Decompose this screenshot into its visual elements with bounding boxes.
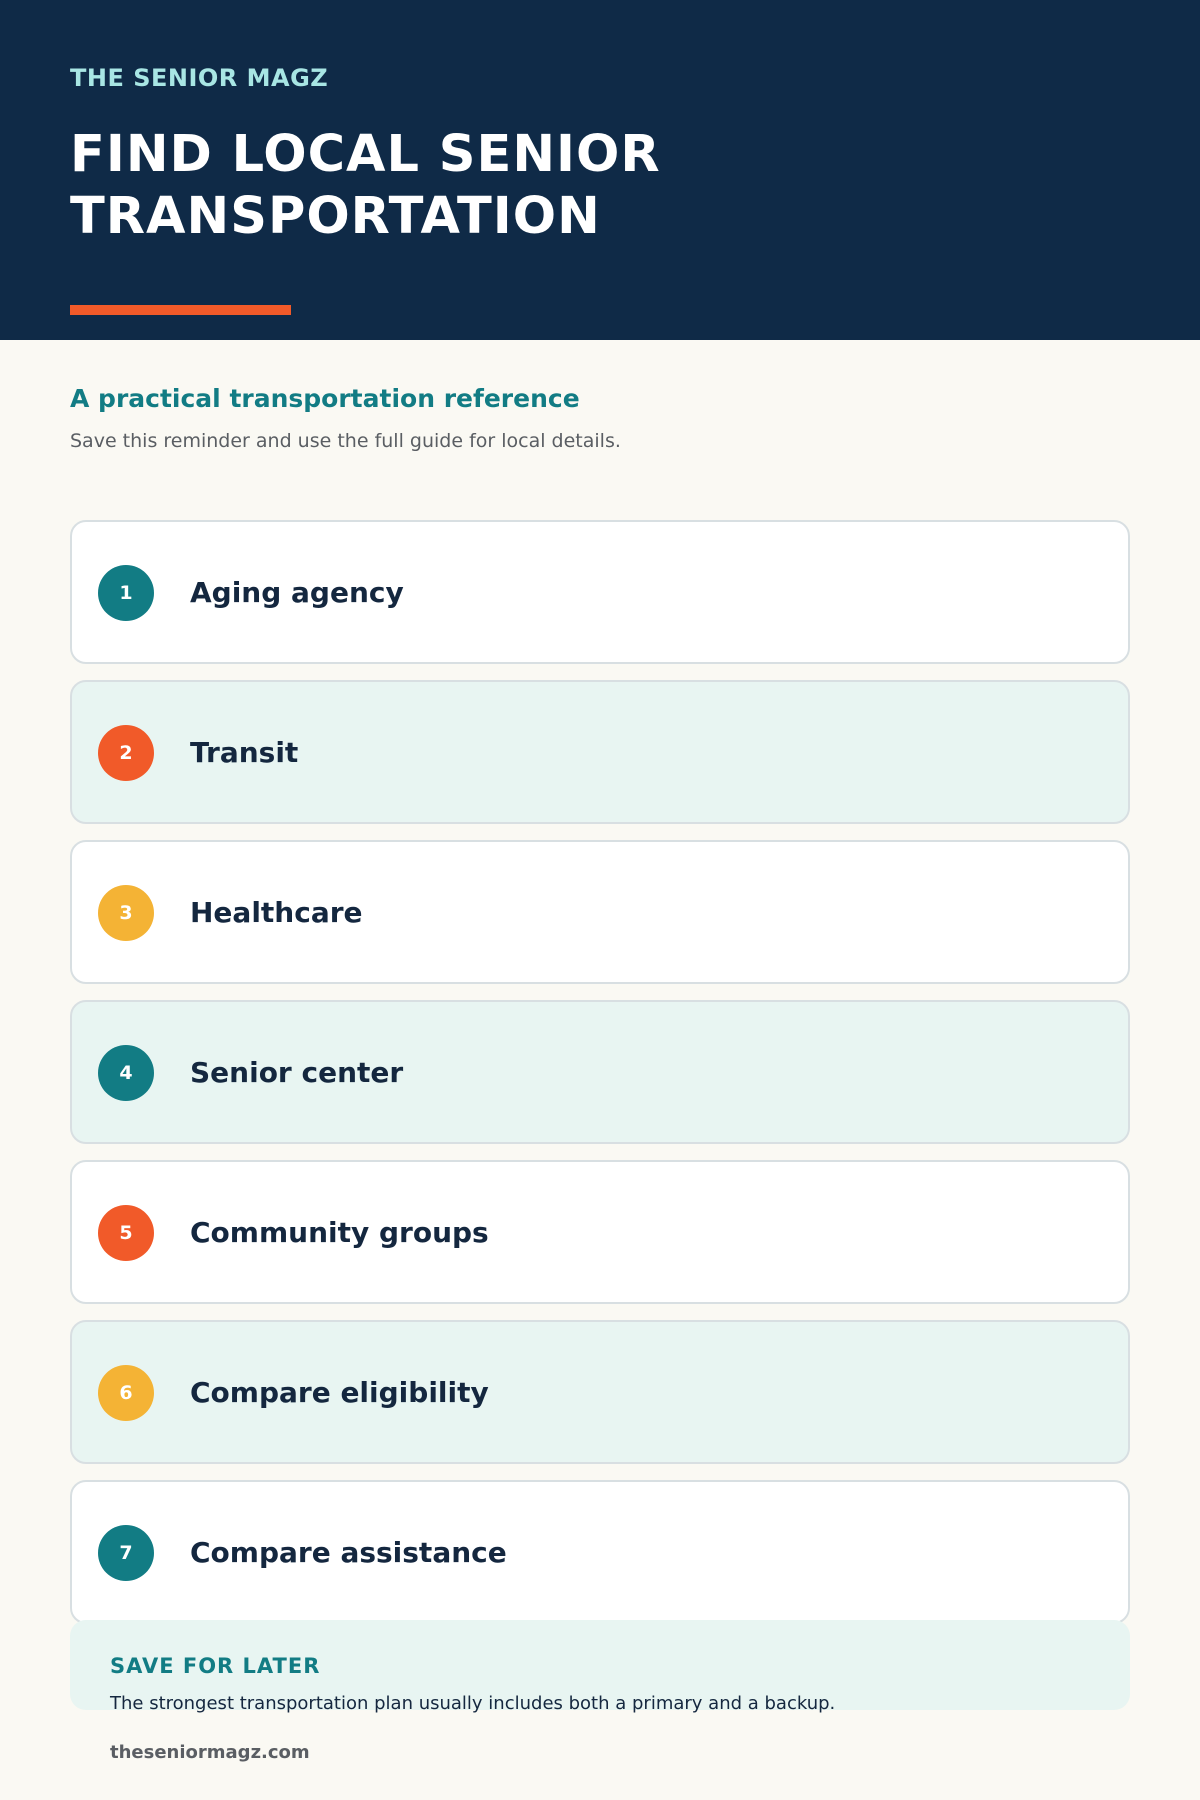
step-card [70,520,1130,664]
step-label: Healthcare [190,895,363,929]
step-number-badge: 4 [98,1045,154,1101]
step-label: Aging agency [190,575,404,609]
step-number-badge: 1 [98,565,154,621]
step-number-badge: 3 [98,885,154,941]
step-number-badge: 6 [98,1365,154,1421]
step-card [70,1320,1130,1464]
footer-url: theseniormagz.com [110,1742,310,1763]
step-label: Compare assistance [190,1535,507,1569]
step-card [70,1160,1130,1304]
brand-name: THE SENIOR MAGZ [70,64,329,92]
step-card [70,1000,1130,1144]
step-label: Compare eligibility [190,1375,489,1409]
step-label: Transit [190,735,299,769]
title-accent-bar [70,305,291,315]
page-title: FIND LOCAL SENIOR TRANSPORTATION [70,125,661,246]
header-banner [0,0,1200,340]
step-label: Community groups [190,1215,489,1249]
step-card [70,840,1130,984]
step-number-badge: 2 [98,725,154,781]
step-label: Senior center [190,1055,404,1089]
step-list [70,520,1130,1640]
step-card [70,680,1130,824]
save-heading: SAVE FOR LATER [110,1654,321,1678]
step-number-badge: 7 [98,1525,154,1581]
save-text: The strongest transportation plan usually includes both a primary and a backup. [110,1693,836,1714]
step-number-badge: 5 [98,1205,154,1261]
section-description: Save this reminder and use the full guide for local details. [70,430,621,452]
section-subtitle: A practical transportation reference [70,384,580,413]
step-card [70,1480,1130,1624]
save-for-later-box [70,1620,1130,1714]
